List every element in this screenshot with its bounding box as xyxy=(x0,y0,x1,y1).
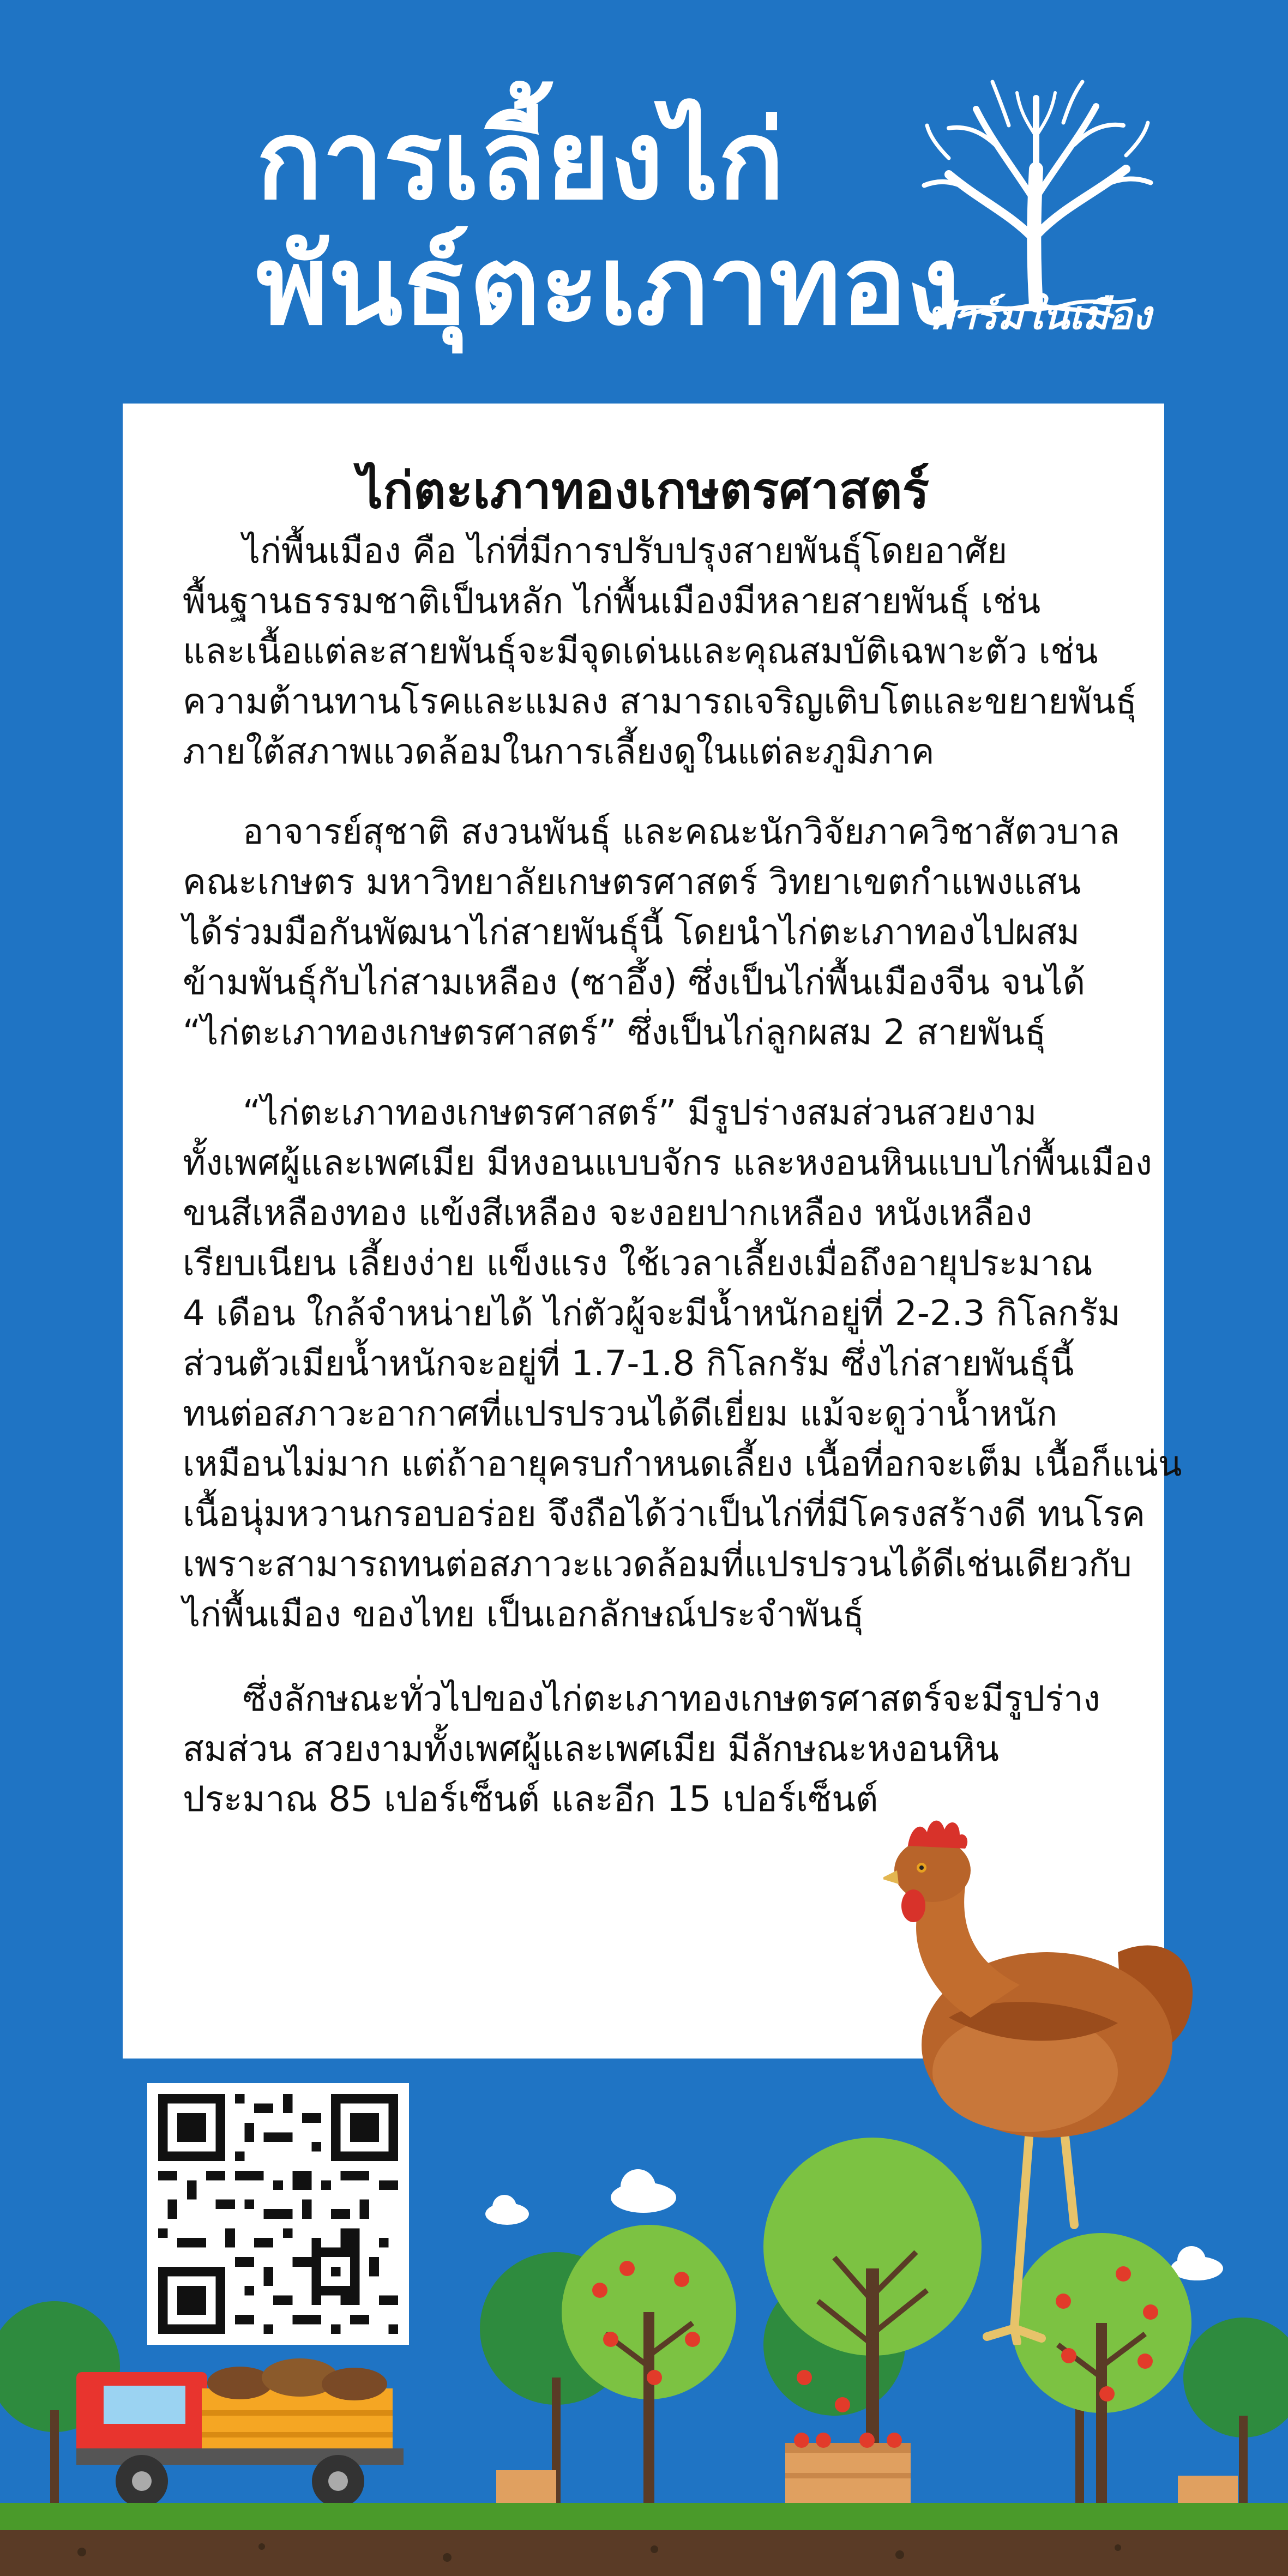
text-line: พื้นฐานธรรมชาติเป็นหลัก ไก่พื้นเมืองมีหลายสายพันธุ์ เช่น xyxy=(183,581,1041,622)
article-heading: ไก่ตะเภาทองเกษตรศาสตร์ xyxy=(357,461,930,520)
text-line: เรียบเนียน เลี้ยงง่าย แข็งแรง ใช้เวลาเลี้ยงเมื่อถึงอายุประมาณ xyxy=(183,1243,1093,1284)
text-line: 4 เดือน ใกล้จำหน่ายได้ ไก่ตัวผู้จะมีน้ำหนักอยู่ที่ 2-2.3 กิโลกรัม xyxy=(183,1293,1121,1334)
text-line: “ไก่ตะเภาทองเกษตรศาสตร์” ซึ่งเป็นไก่ลูกผสม 2 สายพันธุ์ xyxy=(183,1013,1046,1053)
text-line: เพราะสามารถทนต่อสภาวะแวดล้อมที่แปรปรวนได้ดีเช่นเดียวกับ xyxy=(183,1544,1132,1585)
article-paragraph-1 xyxy=(183,526,1137,777)
poster-title-line-2: พันธุ์ตะเภาทอง xyxy=(256,222,960,350)
text-line: ภายใต้สภาพแวดล้อมในการเลี้ยงดูในแต่ละภูมิภาค xyxy=(183,732,935,772)
text-line: ขนสีเหลืองทอง แข้งสีเหลือง จะงอยปากเหลือง หนังเหลือง xyxy=(183,1193,1033,1233)
logo-caption: ฟาร์มในเมือง xyxy=(926,292,1152,338)
text-line: ประมาณ 85 เปอร์เซ็นต์ และอีก 15 เปอร์เซ็นต์ xyxy=(183,1779,878,1820)
text-line: ได้ร่วมมือกันพัฒนาไก่สายพันธุ์นี้ โดยนำไก่ตะเภาทองไปผสม xyxy=(183,912,1080,953)
text-line: ไก่พื้นเมือง ของไทย เป็นเอกลักษณ์ประจำพันธุ์ xyxy=(183,1594,864,1635)
text-line: อาจารย์สุชาติ สงวนพันธุ์ และคณะนักวิจัยภาควิชาสัตวบาล xyxy=(243,812,1120,852)
qr-code-image xyxy=(147,2083,409,2345)
text-line: ความต้านทานโรคและแมลง สามารถเจริญเติบโตและขยายพันธุ์ xyxy=(183,682,1137,722)
text-line: ทั้งเพศผู้และเพศเมีย มีหงอนแบบจักร และหงอนหินแบบไก่พื้นเมือง xyxy=(183,1143,1152,1183)
poster-title-line-1: การเลี้ยงไก่ xyxy=(256,97,785,224)
text-line: คณะเกษตร มหาวิทยาลัยเกษตรศาสตร์ วิทยาเขตกำแพงแสน xyxy=(183,862,1081,902)
text-line: สมส่วน สวยงามทั้งเพศผู้และเพศเมีย มีลักษณะหงอนหิน xyxy=(183,1729,999,1770)
text-line: ซึ่งลักษณะทั่วไปของไก่ตะเภาทองเกษตรศาสตร์จะมีรูปร่าง xyxy=(243,1679,1100,1719)
text-line: ส่วนตัวเมียน้ำหนักจะอยู่ที่ 1.7-1.8 กิโลกรัม ซึ่งไก่สายพันธุ์นี้ xyxy=(183,1344,1074,1384)
text-line: เหมือนไม่มาก แต่ถ้าอายุครบกำหนดเลี้ยง เนื้อที่อกจะเต็ม เนื้อก็แน่น xyxy=(183,1444,1182,1484)
article-paragraph-2 xyxy=(183,807,1120,1058)
text-line: และเนื้อแต่ละสายพันธุ์จะมีจุดเด่นและคุณสมบัติเฉพาะตัว เช่น xyxy=(183,631,1098,672)
article-paragraph-3 xyxy=(183,1088,1182,1640)
text-line: ข้ามพันธุ์กับไก่สามเหลือง (ซาอึ้ง) ซึ่งเป็นไก่พื้นเมืองจีน จนได้ xyxy=(183,962,1086,1003)
text-line: เนื้อนุ่มหวานกรอบอร่อย จึงถือได้ว่าเป็นไก่ที่มีโครงสร้างดี ทนโรค xyxy=(183,1494,1146,1534)
text-line: ทนต่อสภาวะอากาศที่แปรปรวนได้ดีเยี่ยม แม้จะดูว่าน้ำหนัก xyxy=(183,1394,1058,1434)
chicken-photo xyxy=(883,1789,1211,2345)
text-line: ไก่พื้นเมือง คือ ไก่ที่มีการปรับปรุงสายพันธุ์โดยอาศัย xyxy=(243,531,1008,571)
text-line: “ไก่ตะเภาทองเกษตรศาสตร์” มีรูปร่างสมส่วนสวยงาม xyxy=(243,1093,1037,1133)
